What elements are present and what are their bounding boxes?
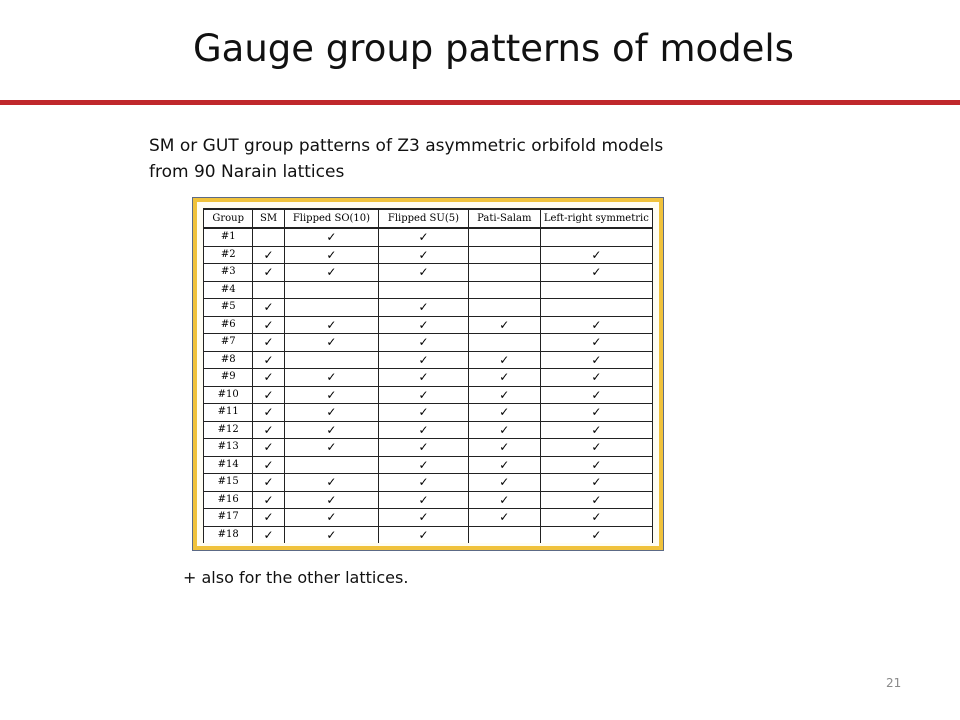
slide-title: Gauge group patterns of models xyxy=(193,27,794,70)
group-cell: #9 xyxy=(204,369,253,387)
check-mark-cell: ✓ xyxy=(379,474,469,492)
empty-cell xyxy=(468,246,540,264)
check-mark-cell: ✓ xyxy=(253,386,284,404)
page-number: 21 xyxy=(886,676,902,690)
check-mark-cell: ✓ xyxy=(284,316,378,334)
check-mark-cell: ✓ xyxy=(253,421,284,439)
check-mark-cell: ✓ xyxy=(379,334,469,352)
table-row xyxy=(204,281,653,299)
check-mark-cell: ✓ xyxy=(284,421,378,439)
check-mark-cell: ✓ xyxy=(379,299,469,317)
empty-cell xyxy=(468,299,540,317)
empty-cell xyxy=(284,351,378,369)
table-header-cell: Group xyxy=(204,209,253,228)
check-mark-cell: ✓ xyxy=(253,264,284,282)
check-mark-cell: ✓ xyxy=(468,386,540,404)
table-row xyxy=(204,351,653,369)
group-cell: #2 xyxy=(204,246,253,264)
group-cell: #7 xyxy=(204,334,253,352)
check-mark-cell: ✓ xyxy=(468,316,540,334)
check-mark-cell: ✓ xyxy=(468,404,540,422)
check-mark-cell: ✓ xyxy=(284,474,378,492)
table-row xyxy=(204,228,653,246)
empty-cell xyxy=(253,281,284,299)
table-header-row xyxy=(204,209,653,228)
group-cell: #17 xyxy=(204,509,253,527)
check-mark-cell: ✓ xyxy=(253,474,284,492)
table-image-frame xyxy=(193,198,663,550)
table-row xyxy=(204,474,653,492)
subtitle-line-1: SM or GUT group patterns of Z3 asymmetric orbifold models xyxy=(149,136,664,156)
empty-cell xyxy=(540,299,652,317)
table-header-cell: Left-right symmetric xyxy=(540,209,652,228)
check-mark-cell: ✓ xyxy=(253,369,284,387)
check-mark-cell: ✓ xyxy=(379,526,469,543)
empty-cell xyxy=(468,281,540,299)
check-mark-cell: ✓ xyxy=(253,334,284,352)
group-cell: #16 xyxy=(204,491,253,509)
check-mark-cell: ✓ xyxy=(284,491,378,509)
check-mark-cell: ✓ xyxy=(540,439,652,457)
table-row xyxy=(204,456,653,474)
check-mark-cell: ✓ xyxy=(468,439,540,457)
subtitle-line-2: from 90 Narain lattices xyxy=(149,162,345,182)
check-mark-cell: ✓ xyxy=(284,386,378,404)
empty-cell xyxy=(540,228,652,246)
check-mark-cell: ✓ xyxy=(540,509,652,527)
check-mark-cell: ✓ xyxy=(253,404,284,422)
table-row xyxy=(204,404,653,422)
table-row xyxy=(204,299,653,317)
check-mark-cell: ✓ xyxy=(468,369,540,387)
check-mark-cell: ✓ xyxy=(468,421,540,439)
table-row xyxy=(204,491,653,509)
check-mark-cell: ✓ xyxy=(284,369,378,387)
table-image xyxy=(203,208,653,543)
check-mark-cell: ✓ xyxy=(379,369,469,387)
table-row xyxy=(204,509,653,527)
table-row xyxy=(204,369,653,387)
check-mark-cell: ✓ xyxy=(540,526,652,543)
slide-subtitle xyxy=(149,133,663,185)
table-row xyxy=(204,264,653,282)
check-mark-cell: ✓ xyxy=(540,404,652,422)
table-body xyxy=(204,228,653,543)
check-mark-cell: ✓ xyxy=(284,439,378,457)
group-cell: #8 xyxy=(204,351,253,369)
empty-cell xyxy=(468,228,540,246)
table-header-cell: SM xyxy=(253,209,284,228)
check-mark-cell: ✓ xyxy=(379,404,469,422)
table-row xyxy=(204,334,653,352)
table-row xyxy=(204,316,653,334)
check-mark-cell: ✓ xyxy=(540,316,652,334)
empty-cell xyxy=(468,334,540,352)
check-mark-cell: ✓ xyxy=(540,491,652,509)
check-mark-cell: ✓ xyxy=(468,509,540,527)
check-mark-cell: ✓ xyxy=(468,474,540,492)
group-cell: #18 xyxy=(204,526,253,543)
group-cell: #3 xyxy=(204,264,253,282)
check-mark-cell: ✓ xyxy=(379,386,469,404)
group-cell: #15 xyxy=(204,474,253,492)
empty-cell xyxy=(284,281,378,299)
check-mark-cell: ✓ xyxy=(468,456,540,474)
check-mark-cell: ✓ xyxy=(253,316,284,334)
check-mark-cell: ✓ xyxy=(540,351,652,369)
check-mark-cell: ✓ xyxy=(379,228,469,246)
group-cell: #11 xyxy=(204,404,253,422)
group-cell: #13 xyxy=(204,439,253,457)
check-mark-cell: ✓ xyxy=(253,246,284,264)
check-mark-cell: ✓ xyxy=(379,351,469,369)
title-divider xyxy=(0,100,960,105)
gauge-group-table xyxy=(203,208,653,543)
check-mark-cell: ✓ xyxy=(540,246,652,264)
empty-cell xyxy=(284,299,378,317)
table-header-cell: Flipped SU(5) xyxy=(379,209,469,228)
table-row xyxy=(204,246,653,264)
check-mark-cell: ✓ xyxy=(540,369,652,387)
check-mark-cell: ✓ xyxy=(468,351,540,369)
table-row xyxy=(204,526,653,543)
check-mark-cell: ✓ xyxy=(540,334,652,352)
check-mark-cell: ✓ xyxy=(379,421,469,439)
check-mark-cell: ✓ xyxy=(379,439,469,457)
check-mark-cell: ✓ xyxy=(284,228,378,246)
empty-cell xyxy=(468,264,540,282)
check-mark-cell: ✓ xyxy=(379,264,469,282)
check-mark-cell: ✓ xyxy=(379,491,469,509)
check-mark-cell: ✓ xyxy=(540,264,652,282)
empty-cell xyxy=(253,228,284,246)
empty-cell xyxy=(468,526,540,543)
check-mark-cell: ✓ xyxy=(540,421,652,439)
empty-cell xyxy=(379,281,469,299)
check-mark-cell: ✓ xyxy=(468,491,540,509)
check-mark-cell: ✓ xyxy=(379,456,469,474)
group-cell: #4 xyxy=(204,281,253,299)
check-mark-cell: ✓ xyxy=(379,246,469,264)
check-mark-cell: ✓ xyxy=(379,316,469,334)
check-mark-cell: ✓ xyxy=(284,334,378,352)
group-cell: #10 xyxy=(204,386,253,404)
check-mark-cell: ✓ xyxy=(284,264,378,282)
check-mark-cell: ✓ xyxy=(253,351,284,369)
group-cell: #14 xyxy=(204,456,253,474)
empty-cell xyxy=(540,281,652,299)
footnote: + also for the other lattices. xyxy=(183,568,409,587)
check-mark-cell: ✓ xyxy=(284,246,378,264)
table-header-cell: Flipped SO(10) xyxy=(284,209,378,228)
table-row xyxy=(204,386,653,404)
group-cell: #5 xyxy=(204,299,253,317)
table-row xyxy=(204,421,653,439)
table-row xyxy=(204,439,653,457)
check-mark-cell: ✓ xyxy=(284,509,378,527)
empty-cell xyxy=(284,456,378,474)
check-mark-cell: ✓ xyxy=(253,456,284,474)
group-cell: #1 xyxy=(204,228,253,246)
group-cell: #6 xyxy=(204,316,253,334)
check-mark-cell: ✓ xyxy=(379,509,469,527)
check-mark-cell: ✓ xyxy=(284,526,378,543)
check-mark-cell: ✓ xyxy=(253,439,284,457)
table-header-cell: Pati-Salam xyxy=(468,209,540,228)
check-mark-cell: ✓ xyxy=(540,474,652,492)
check-mark-cell: ✓ xyxy=(540,386,652,404)
check-mark-cell: ✓ xyxy=(253,299,284,317)
check-mark-cell: ✓ xyxy=(540,456,652,474)
check-mark-cell: ✓ xyxy=(253,491,284,509)
check-mark-cell: ✓ xyxy=(253,526,284,543)
check-mark-cell: ✓ xyxy=(253,509,284,527)
group-cell: #12 xyxy=(204,421,253,439)
check-mark-cell: ✓ xyxy=(284,404,378,422)
